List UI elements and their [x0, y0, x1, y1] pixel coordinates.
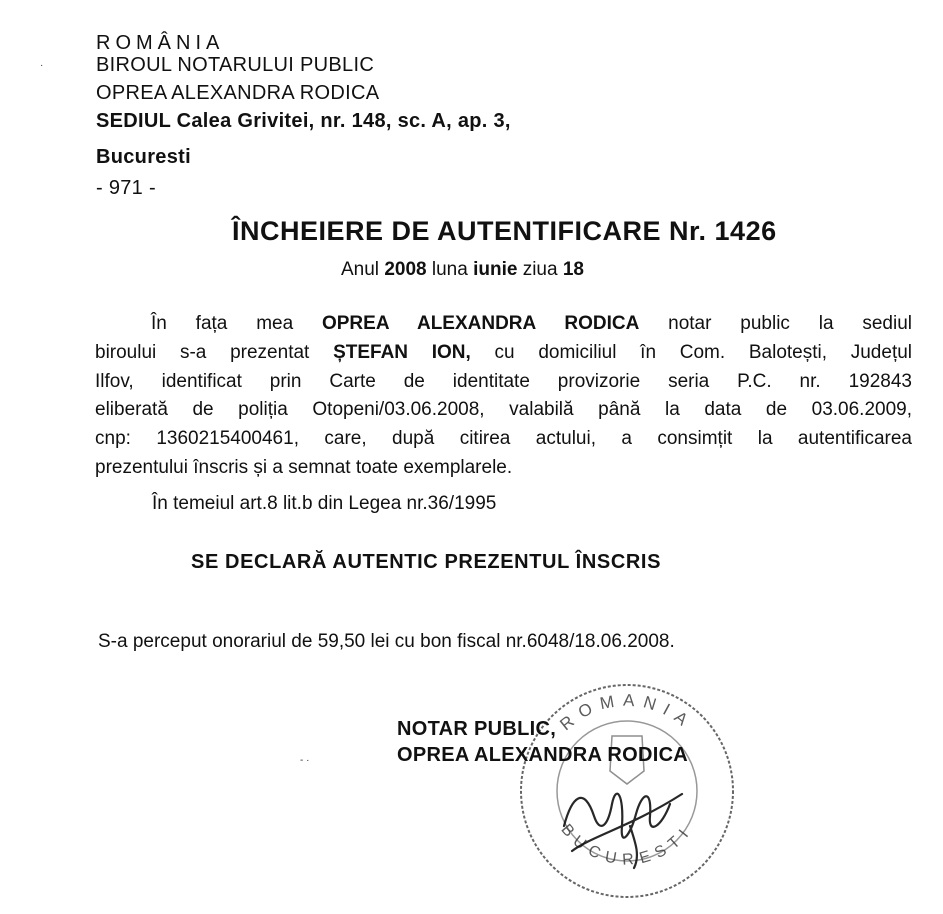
header-office: BIROUL NOTARULUI PUBLIC: [96, 54, 375, 76]
header-notary-name: OPREA ALEXANDRA RODICA: [96, 82, 380, 104]
body-line-4: eliberată de poliția Otopeni/03.06.2008, valabilă până la data de 03.06.2009,: [95, 399, 912, 421]
seal-top-text: ROMANIA: [556, 690, 698, 735]
scan-speck: ·: [40, 60, 44, 71]
notary-seal-stamp: [512, 676, 742, 906]
date-month: iunie: [473, 259, 518, 280]
document-date: [341, 259, 584, 281]
signature-title: NOTAR PUBLIC,: [397, 718, 557, 740]
header-address: SEDIUL Calea Grivitei, nr. 148, sc. A, ap. 3,: [96, 110, 511, 132]
svg-text:BUCURESTI: [557, 821, 696, 869]
fee-statement: S-a perceput onorariul de 59,50 lei cu bon fiscal nr.6048/18.06.2008.: [98, 631, 675, 652]
body-line-2: [95, 339, 912, 368]
header-city: Bucuresti: [96, 146, 191, 168]
document-title: ÎNCHEIERE DE AUTENTIFICARE Nr. 1426: [232, 216, 777, 246]
header-country: ROMÂNIA: [96, 32, 225, 54]
date-month-label: luna: [431, 259, 468, 280]
signature-notary-name: OPREA ALEXANDRA RODICA: [397, 744, 689, 766]
body-line-1: [95, 310, 912, 339]
header-register-number: - 971 -: [96, 177, 156, 199]
body-line-3: Ilfov, identificat prin Carte de identitate provizorie seria P.C. nr. 192843: [95, 370, 912, 392]
seal-bottom-text: BUCURESTI: [557, 821, 697, 869]
date-day: 18: [562, 259, 584, 280]
authentication-body: [95, 310, 912, 483]
scan-speck: - ·: [300, 755, 310, 766]
body-line-6: prezentului înscris și a semnat toate exemplarele.: [95, 456, 513, 478]
date-day-label: ziua: [522, 259, 558, 280]
body-text-segment: notar public la sediul: [668, 313, 912, 334]
legal-basis: În temeiul art.8 lit.b din Legea nr.36/1995: [152, 493, 497, 514]
notary-name-bold: OPREA ALEXANDRA RODICA: [321, 313, 640, 334]
body-text-segment: În fața mea: [151, 313, 294, 334]
date-prefix: Anul: [341, 259, 380, 280]
body-line-5: cnp: 1360215400461, care, după citirea actului, a consimțit la autentificarea: [95, 428, 912, 450]
body-text-segment: biroului s-a prezentat: [95, 341, 310, 363]
client-name-bold: ȘTEFAN ION,: [333, 341, 471, 363]
declaration: SE DECLARĂ AUTENTIC PREZENTUL ÎNSCRIS: [191, 551, 662, 573]
date-year: 2008: [384, 259, 427, 280]
body-text-segment: cu domiciliul în Com. Balotești, Județul: [494, 341, 913, 363]
